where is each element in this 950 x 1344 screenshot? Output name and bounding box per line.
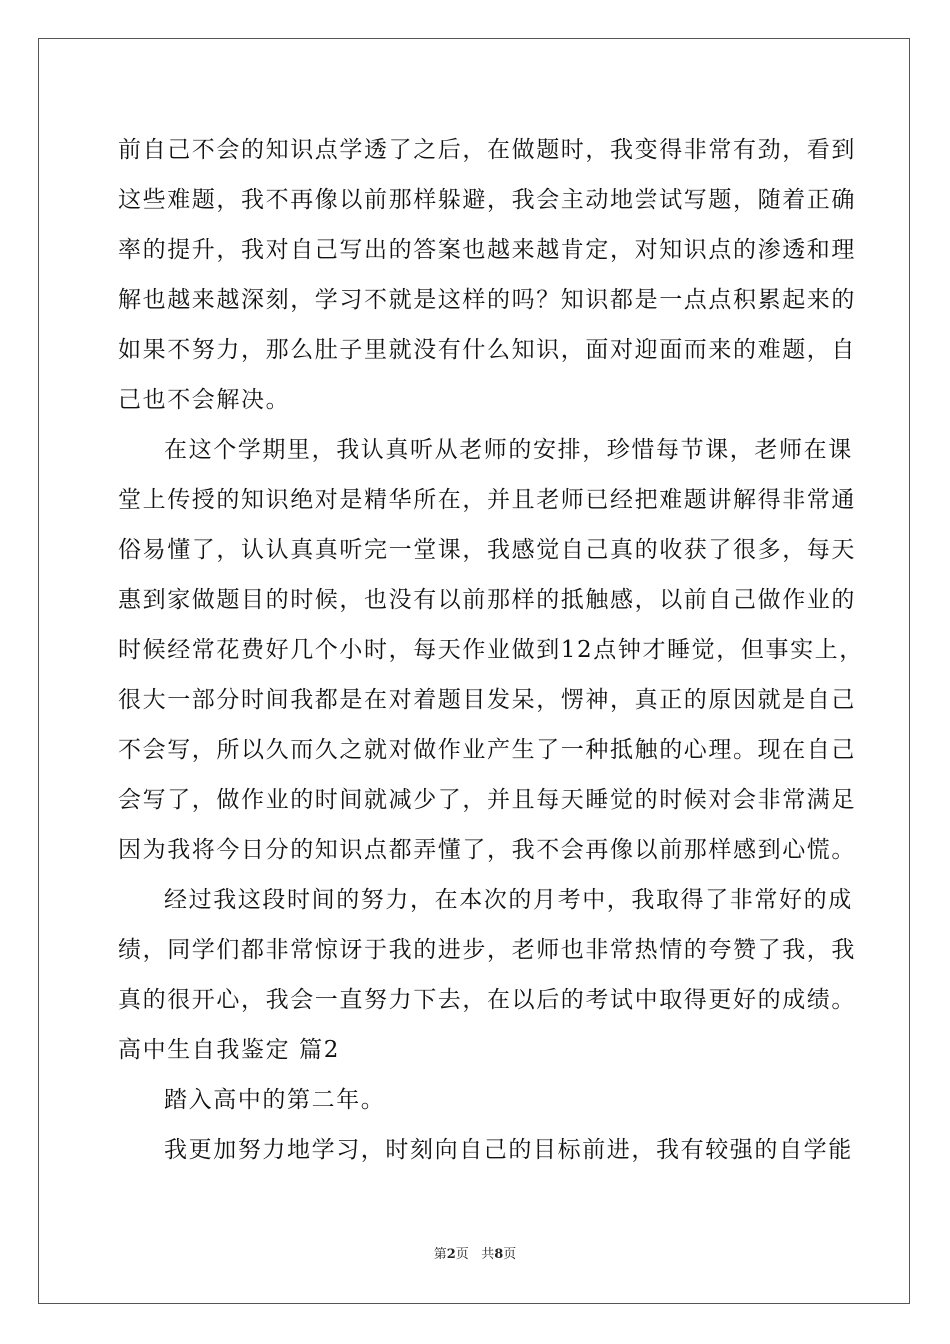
text-line: 率的提升，我对自己写出的答案也越来越肯定，对知识点的渗透和理 bbox=[118, 237, 856, 263]
page-prefix: 第 bbox=[433, 1247, 447, 1262]
text-line: 己也不会解决。 bbox=[118, 387, 291, 413]
page-suffix: 页 bbox=[455, 1247, 469, 1262]
paragraph-start-line: 经过我这段时间的努力，在本次的月考中，我取得了非常好的成 bbox=[164, 887, 853, 913]
paragraph-start-line: 在这个学期里，我认真听从老师的安排，珍惜每节课，老师在课 bbox=[164, 437, 853, 463]
text-line: 俗易懂了，认认真真听完一堂课，我感觉自己真的收获了很多，每天 bbox=[118, 537, 856, 563]
text-line: 时候经常花费好几个小时，每天作业做到12点钟才睡觉，但事实上， bbox=[118, 637, 864, 663]
total-prefix: 共 bbox=[481, 1247, 495, 1262]
paragraph-start-line: 我更加努力地学习，时刻向自己的目标前进，我有较强的自学能 bbox=[164, 1137, 853, 1163]
section-heading: 高中生自我鉴定 篇2 bbox=[118, 1037, 340, 1063]
text-line: 绩，同学们都非常惊讶于我的进步，老师也非常热情的夸赞了我，我 bbox=[118, 937, 856, 963]
page-footer bbox=[0, 1246, 950, 1264]
text-line: 这些难题，我不再像以前那样躲避，我会主动地尝试写题，随着正确 bbox=[118, 187, 856, 213]
text-line: 不会写，所以久而久之就对做作业产生了一种抵触的心理。现在自己 bbox=[118, 737, 856, 763]
text-line: 很大一部分时间我都是在对着题目发呆，愣神，真正的原因就是自己 bbox=[118, 687, 856, 713]
total-pages: 8 bbox=[494, 1247, 504, 1262]
text-line: 解也越来越深刻，学习不就是这样的吗？知识都是一点点积累起来的 bbox=[118, 287, 856, 313]
text-line: 堂上传授的知识绝对是精华所在，并且老师已经把难题讲解得非常通 bbox=[118, 487, 856, 513]
paragraph-start-line: 踏入高中的第二年。 bbox=[164, 1087, 386, 1113]
text-line: 如果不努力，那么肚子里就没有什么知识，面对迎面而来的难题，自 bbox=[118, 337, 856, 363]
text-line: 前自己不会的知识点学透了之后，在做题时，我变得非常有劲，看到 bbox=[118, 137, 856, 163]
total-suffix: 页 bbox=[503, 1247, 517, 1262]
text-line: 会写了，做作业的时间就减少了，并且每天睡觉的时候对会非常满足 bbox=[118, 787, 856, 813]
text-line: 真的很开心，我会一直努力下去，在以后的考试中取得更好的成绩。 bbox=[118, 987, 856, 1013]
text-line: 因为我将今日分的知识点都弄懂了，我不会再像以前那样感到心慌。 bbox=[118, 837, 856, 863]
page-number: 2 bbox=[446, 1247, 456, 1262]
text-line: 惠到家做题目的时候，也没有以前那样的抵触感，以前自己做作业的 bbox=[118, 587, 856, 613]
